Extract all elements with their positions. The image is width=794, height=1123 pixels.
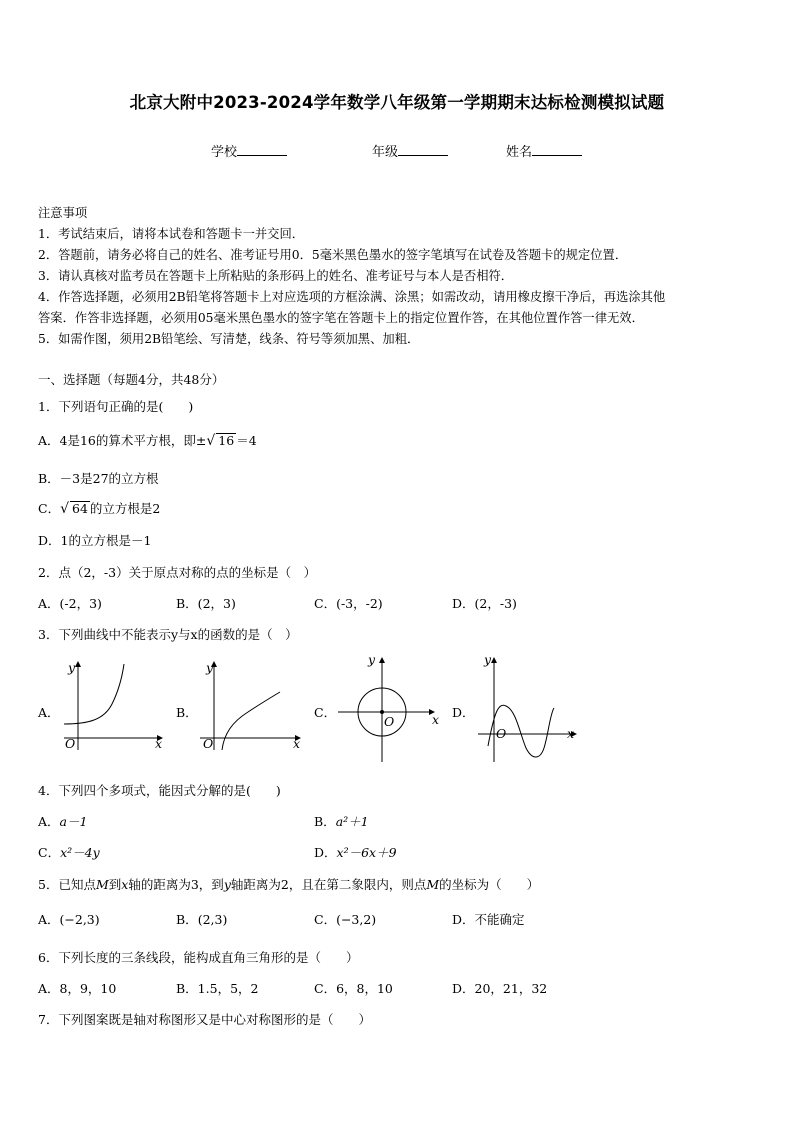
name-field	[506, 141, 582, 160]
note-item: 2．答题前，请务必将自己的姓名、准考证号用0．5毫米黑色墨水的签字笔填写在试卷及答题卡的规定位置．	[38, 248, 628, 262]
stem-part: 到	[108, 877, 122, 892]
y-label: y	[68, 660, 76, 675]
school-blank[interactable]	[237, 143, 287, 156]
question-1-option-d: D．1的立方根是－1	[38, 533, 152, 548]
y-var: y	[223, 877, 231, 892]
question-2-option-c: C．(-3，-2)	[314, 596, 383, 611]
question-4-option-c	[38, 843, 100, 861]
graph-b-sqrt	[198, 656, 308, 752]
question-1-option-a	[38, 431, 257, 449]
grade-label: 年级	[372, 145, 399, 160]
option-label: C．	[314, 912, 337, 927]
school-label: 学校	[211, 145, 238, 160]
x-label: x	[293, 736, 301, 751]
option-value: (−2,3)	[59, 912, 100, 927]
x-var: x	[121, 877, 129, 892]
radicand: 16	[218, 433, 235, 448]
point-m: M	[426, 877, 440, 892]
option-expression: x²－6x＋9	[336, 845, 397, 860]
option-label: D．	[314, 845, 337, 860]
question-4-option-b	[314, 812, 369, 830]
question-4-stem: 4．下列四个多项式，能因式分解的是( )	[38, 783, 281, 798]
option-value: (−3,2)	[336, 912, 377, 927]
question-6-option-b: B．1.5，5，2	[176, 981, 259, 996]
question-1-option-b: B．－3是27的立方根	[38, 471, 159, 486]
option-label: A．	[38, 912, 60, 927]
question-3-stem: 3．下列曲线中不能表示y与x的函数的是（ ）	[38, 627, 298, 642]
option-expression: x²－4y	[60, 845, 100, 860]
question-5-option-d: D．不能确定	[452, 912, 525, 927]
question-4-option-a	[38, 812, 87, 830]
question-5-option-b	[176, 910, 227, 928]
y-label: y	[206, 660, 214, 675]
option-a-tail: ＝4	[236, 433, 257, 448]
option-label: A．	[38, 814, 60, 829]
note-item: 3．请认真核对监考员在答题卡上所粘贴的条形码上的姓名、准考证号与本人是否相符．	[38, 269, 514, 283]
question-5-option-c	[314, 910, 376, 928]
question-5-stem	[38, 875, 539, 893]
question-2-stem: 2．点（2，-3）关于原点对称的点的坐标是（ ）	[38, 565, 317, 580]
radical-sign: √	[60, 501, 69, 517]
curve	[222, 692, 280, 750]
question-3-option-c: C．	[314, 705, 337, 720]
origin-label: O	[384, 714, 395, 729]
option-expression: a²＋1	[335, 814, 369, 829]
note-item: 1．考试结束后，请将本试卷和答题卡一并交回．	[38, 227, 305, 241]
x-label: x	[432, 712, 440, 727]
origin-label: O	[203, 736, 214, 751]
exam-title: 北京大附中2023-2024学年数学八年级第一学期期末达标检测模拟试题	[129, 93, 665, 112]
graph-c-circle	[334, 654, 444, 764]
question-3-option-b: B．	[176, 705, 198, 720]
question-4-option-d	[314, 843, 397, 861]
name-label: 姓名	[506, 145, 533, 160]
stem-part: 5．已知点	[38, 877, 96, 892]
point-m: M	[95, 877, 109, 892]
stem-part: 轴的距离为3，到	[128, 877, 224, 892]
question-6-option-c: C．6，8，10	[314, 981, 393, 996]
question-1-stem: 1．下列语句正确的是( )	[38, 399, 194, 414]
option-a-text: A．4是16的算术平方根，即±	[38, 433, 207, 448]
note-item: 5．如需作图，须用2B铅笔绘、写清楚，线条、符号等须加黑、加粗．	[38, 332, 420, 346]
question-7-stem: 7．下列图案既是轴对称图形又是中心对称图形的是（ ）	[38, 1012, 371, 1027]
radicand: 64	[72, 501, 88, 516]
option-label: C．	[38, 845, 61, 860]
stem-part: 的坐标为（ ）	[439, 877, 540, 892]
school-field	[211, 141, 287, 160]
question-5-option-a	[38, 910, 100, 928]
grade-blank[interactable]	[398, 143, 448, 156]
option-c-tail: 的立方根是2	[89, 501, 161, 516]
option-label: B．	[176, 912, 198, 927]
y-label: y	[484, 652, 492, 667]
option-c-text: C．	[38, 501, 61, 516]
section-heading: 一、选择题（每题4分，共48分）	[38, 372, 225, 387]
option-expression: a－1	[59, 814, 88, 829]
question-1-option-c	[38, 499, 160, 517]
stem-part: 轴距离为2，且在第二象限内，则点	[230, 877, 427, 892]
note-item: 4．作答选择题，必须用2B铅笔将答题卡上对应选项的方框涂满、涂黑；如需改动，请用橡皮擦干净后，再选涂其他	[38, 290, 666, 304]
note-item: 答案．作答非选择题，必须用05毫米黑色墨水的签字笔在答题卡上的指定位置作答，在其他位置作答一律无效．	[38, 311, 644, 325]
option-value: (2,3)	[197, 912, 228, 927]
graph-d-sine	[474, 654, 584, 764]
notes-heading: 注意事项	[38, 206, 88, 220]
question-2-option-a: A．(-2，3)	[38, 596, 102, 611]
x-label: x	[155, 736, 163, 751]
question-2-option-b: B．(2，3)	[176, 596, 236, 611]
question-6-option-a: A．8，9，10	[38, 981, 117, 996]
question-3-option-a: A．	[38, 705, 60, 720]
y-label: y	[368, 652, 376, 667]
question-3-option-d: D．	[452, 705, 475, 720]
name-blank[interactable]	[532, 143, 582, 156]
grade-field	[372, 141, 448, 160]
option-label: B．	[314, 814, 336, 829]
radical-sign: √	[206, 433, 216, 449]
x-label: x	[567, 726, 575, 741]
origin-label: O	[65, 736, 76, 751]
question-6-option-d: D．20，21，32	[452, 981, 548, 996]
origin-label: O	[496, 726, 507, 741]
question-2-option-d: D．(2，-3)	[452, 596, 517, 611]
question-6-stem: 6．下列长度的三条线段，能构成直角三角形的是（ ）	[38, 950, 359, 965]
